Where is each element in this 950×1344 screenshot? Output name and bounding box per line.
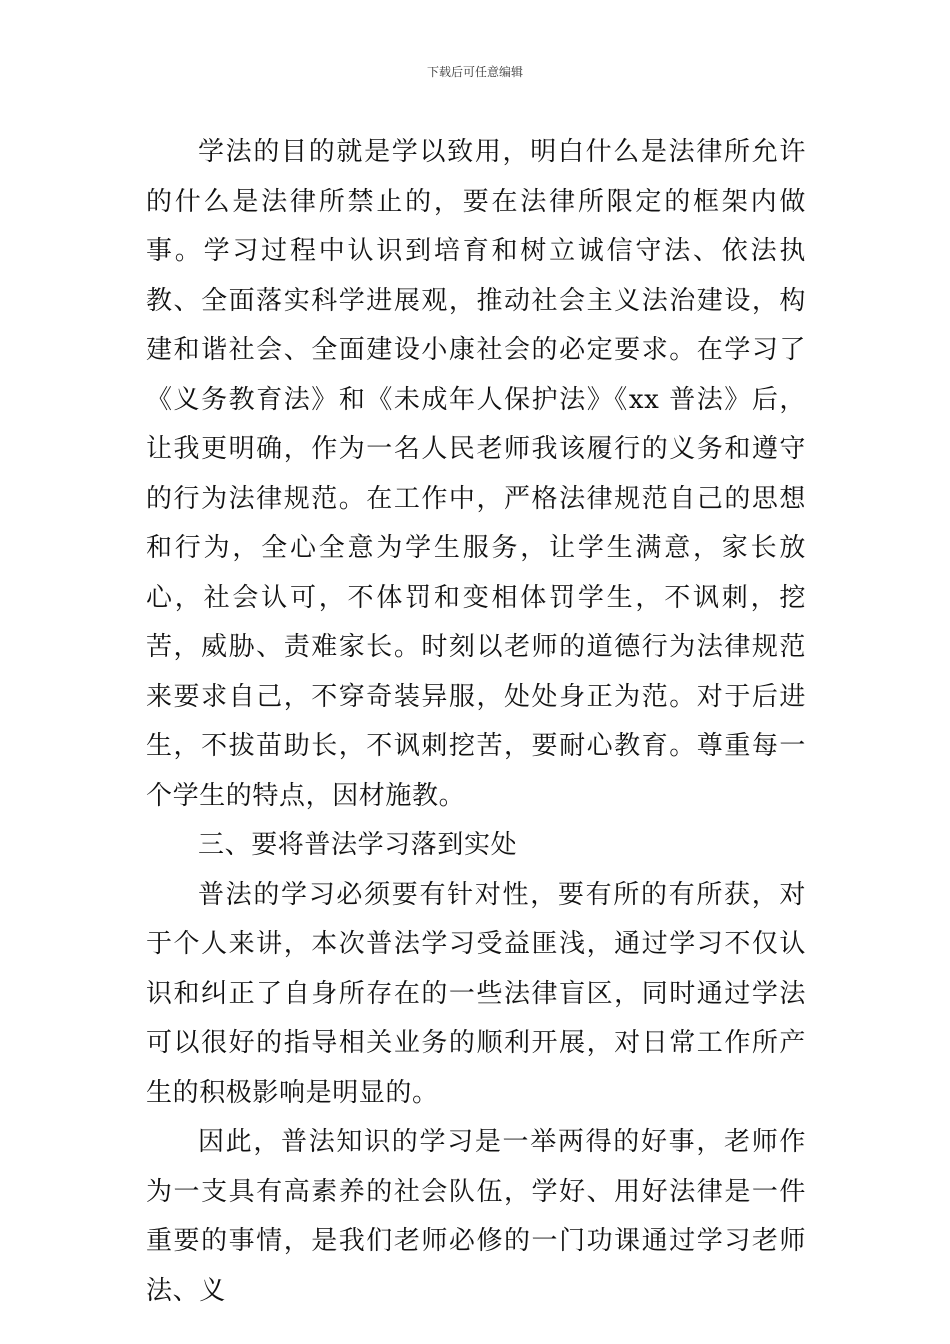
- paragraph-conclusion: 因此，普法知识的学习是一举两得的好事，老师作为一支具有高素养的社会队伍，学好、用好法律是一件重要的事情，是我们老师必修的一门功课通过学习老师法、义: [146, 1127, 806, 1306]
- section-heading-three: 三、要将普法学习落到实处: [198, 830, 518, 860]
- paragraph-law-purpose: 学法的目的就是学以致用，明白什么是法律所允许的什么是法律所禁止的，要在法律所限定的框架内做事。学习过程中认识到培育和树立诚信守法、依法执教、全面落实科学进展观，推动社会主义法治建设，构建和谐社会、全面建设小康社会的必定要求。在学习了《义务教育法》和《未成年人保护法》《xx 普法》后，让我更明确，作为一名人民老师我该履行的义务和遵守的行为法律规范。在工作中，严格法律规范自己的思想和行为，全心全意为学生服务，让学生满意，家长放心，社会认可，不体罚和变相体罚学生，不讽刺，挖苦，威胁、责难家长。时刻以老师的道德行为法律规范来要求自己，不穿奇装异服，处处身正为范。对于后进生，不拔苗助长，不讽刺挖苦，要耐心教育。尊重每一个学生的特点，因材施教。: [146, 137, 806, 811]
- paragraph-targeted-study: 普法的学习必须要有针对性，要有所的有所获，对于个人来讲，本次普法学习受益匪浅，通过学习不仅认识和纠正了自身所存在的一些法律盲区，同时通过学法可以很好的指导相关业务的顺利开展，对日常工作所产生的积极影响是明显的。: [146, 879, 806, 1108]
- page-header: 下载后可任意编辑: [426, 65, 523, 79]
- document-body: [146, 128, 806, 1316]
